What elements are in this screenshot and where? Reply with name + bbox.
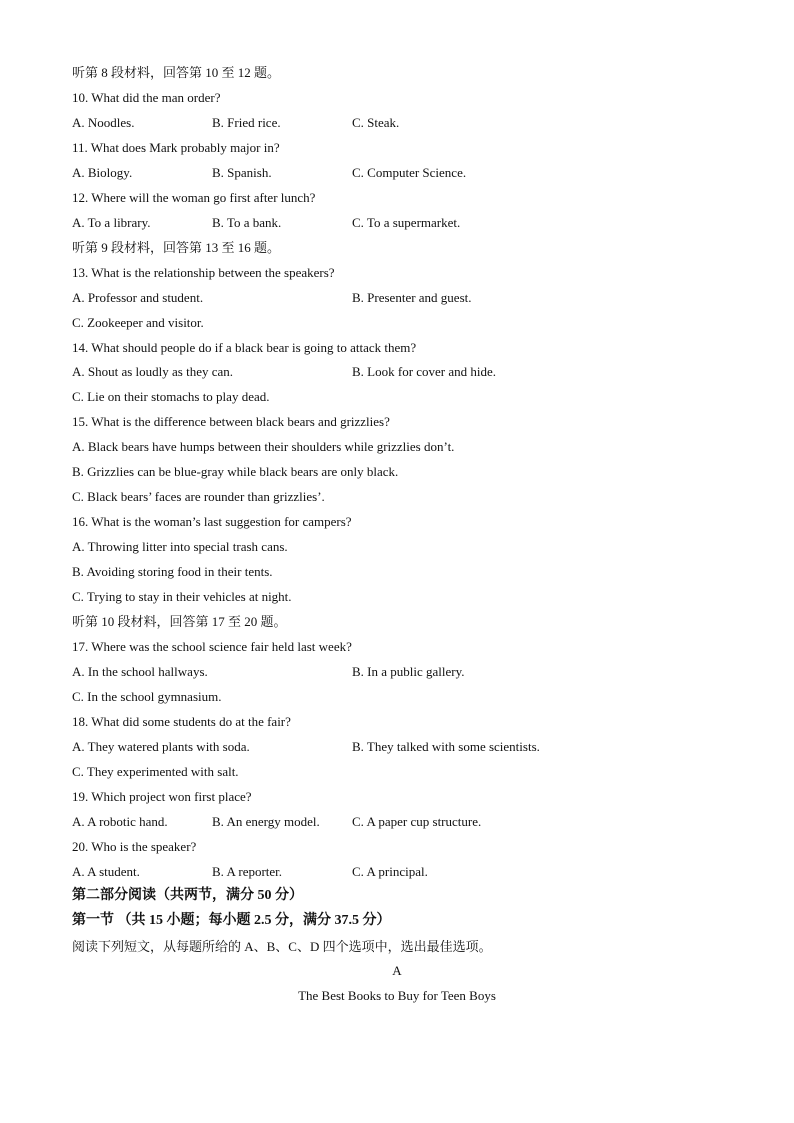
question-15: 15. What is the difference between black bears and grizzlies? xyxy=(72,414,390,429)
q16-option-b: B. Avoiding storing food in their tents. xyxy=(72,564,273,579)
reading-instructions: 阅读下列短文，从每题所给的 A、B、C、D 四个选项中，选出最佳选项。 xyxy=(72,939,492,954)
q15-option-a: A. Black bears have humps between their shoulders while grizzlies don’t. xyxy=(72,439,455,454)
q11-option-c: C. Computer Science. xyxy=(352,165,467,180)
part-2-section-1: 第一节 （共 15 小题；每小题 2.5 分，满分 37.5 分） xyxy=(72,913,391,928)
section-9-header: 听第 9 段材料，回答第 13 至 16 题。 xyxy=(72,240,281,255)
q19-option-b: B. An energy model. xyxy=(212,814,320,829)
q14-option-b: B. Look for cover and hide. xyxy=(352,364,497,379)
q10-option-a: A. Noodles. xyxy=(72,115,135,130)
q10-option-c: C. Steak. xyxy=(352,115,400,130)
part-2-title: 第二部分阅读（共两节，满分 50 分） xyxy=(72,888,303,903)
question-18: 18. What did some students do at the fair? xyxy=(72,714,291,729)
q15-option-c: C. Black bears’ faces are rounder than grizzlies’. xyxy=(72,489,325,504)
q18-option-b: B. They talked with some scientists. xyxy=(352,739,540,754)
q13-option-a: A. Professor and student. xyxy=(72,290,204,305)
question-11: 11. What does Mark probably major in? xyxy=(72,140,280,155)
q16-option-c: C. Trying to stay in their vehicles at night. xyxy=(72,589,292,604)
section-10-header: 听第 10 段材料，回答第 17 至 20 题。 xyxy=(72,614,287,629)
q18-option-a: A. They watered plants with soda. xyxy=(72,739,250,754)
section-8-header: 听第 8 段材料，回答第 10 至 12 题。 xyxy=(72,65,281,80)
passage-letter: A xyxy=(392,963,402,978)
q13-option-c: C. Zookeeper and visitor. xyxy=(72,315,204,330)
question-13: 13. What is the relationship between the speakers? xyxy=(72,265,335,280)
question-14: 14. What should people do if a black bear is going to attack them? xyxy=(72,340,417,355)
question-10: 10. What did the man order? xyxy=(72,90,221,105)
question-16: 16. What is the woman’s last suggestion for campers? xyxy=(72,514,352,529)
q12-option-c: C. To a supermarket. xyxy=(352,215,461,230)
q17-option-a: A. In the school hallways. xyxy=(72,664,208,679)
question-19: 19. Which project won first place? xyxy=(72,789,252,804)
q14-option-a: A. Shout as loudly as they can. xyxy=(72,364,234,379)
q15-option-b: B. Grizzlies can be blue-gray while black bears are only black. xyxy=(72,464,399,479)
question-20: 20. Who is the speaker? xyxy=(72,839,197,854)
q13-option-b: B. Presenter and guest. xyxy=(352,290,472,305)
question-17: 17. Where was the school science fair held last week? xyxy=(72,639,352,654)
q10-option-b: B. Fried rice. xyxy=(212,115,281,130)
q19-option-a: A. A robotic hand. xyxy=(72,814,168,829)
q14-option-c: C. Lie on their stomachs to play dead. xyxy=(72,389,270,404)
q20-option-a: A. A student. xyxy=(72,864,140,879)
question-12: 12. Where will the woman go first after lunch? xyxy=(72,190,316,205)
q18-option-c: C. They experimented with salt. xyxy=(72,764,239,779)
q20-option-c: C. A principal. xyxy=(352,864,428,879)
q20-option-b: B. A reporter. xyxy=(212,864,283,879)
q12-option-b: B. To a bank. xyxy=(212,215,282,230)
q19-option-c: C. A paper cup structure. xyxy=(352,814,482,829)
q11-option-b: B. Spanish. xyxy=(212,165,272,180)
q16-option-a: A. Throwing litter into special trash cans. xyxy=(72,539,288,554)
q17-option-b: B. In a public gallery. xyxy=(352,664,465,679)
q17-option-c: C. In the school gymnasium. xyxy=(72,689,222,704)
q12-option-a: A. To a library. xyxy=(72,215,151,230)
passage-title: The Best Books to Buy for Teen Boys xyxy=(298,988,496,1003)
q11-option-a: A. Biology. xyxy=(72,165,133,180)
